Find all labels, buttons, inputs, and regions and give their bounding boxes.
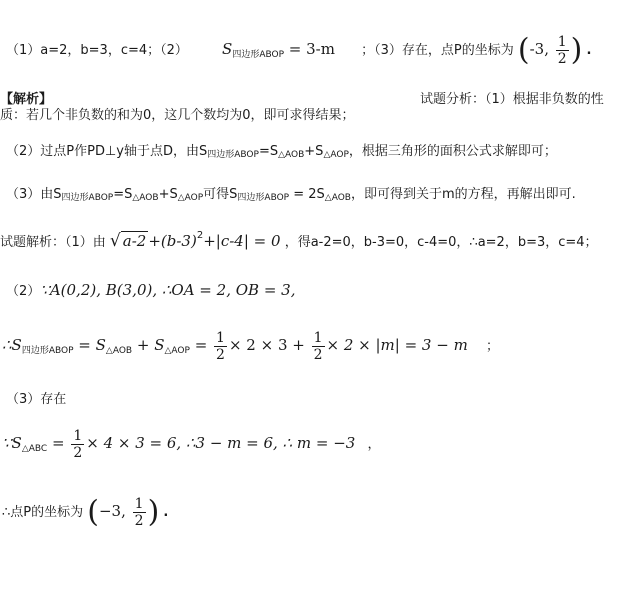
analysis-line-4: （3）由S四边形ABOP=S△AOB+S△AOP可得S四边形ABOP = 2S△AOB，即可得到关于m的方程，再解出即可. bbox=[6, 187, 576, 203]
sqrt-term: a-2 bbox=[122, 232, 147, 250]
solution-line-5: $\because S_{\triangle ABC}$ = $\frac{1}{2}$ × 4 × 3 = 6, ∴3 − m = 6, ∴ m = −3 ， bbox=[2, 428, 381, 461]
analysis-line-2: 质：若几个非负数的和为0，这几个数均为0，即可求得结果； bbox=[0, 108, 355, 123]
answer-part3: ；（3）存在，点P的坐标为 bbox=[361, 43, 514, 58]
point-y-fraction: $\frac{1}{2}$ bbox=[557, 34, 567, 67]
answer-part1: （1）a=2，b=3，c=4；（2） bbox=[6, 43, 188, 58]
analysis-heading: 【解析】 bbox=[0, 92, 53, 107]
solution-line-4: （3）存在 bbox=[6, 392, 67, 407]
answer-line: （1）a=2，b=3，c=4；（2） $S_{四边形ABOP} = 3-m$ ；（3）存在，点P的坐标为 (-3, $\frac{1}{2}$ ) . bbox=[6, 32, 592, 68]
solution-line-1: 试题解析：（1）由 √ $a-2 +(b-3)^2+|c-4| = 0$ ，得a-2=0，b-3=0，c-4=0，∴a=2，b=3，c=4； bbox=[0, 230, 598, 251]
solution-line-2: （2）∵A(0,2), B(3,0), ∴OA = 2, OB = 3, bbox=[6, 281, 296, 299]
answer-end: . bbox=[586, 43, 592, 58]
area-symbol: $S_{四边形ABOP}$ bbox=[222, 40, 285, 60]
solution-line-3: $\therefore S_{四边形ABOP} = S_{\triangle AOB} + S_{\triangle AOP}$ = $\frac{1}{2}$ × 2 × 3 + $\frac{1}{2}$ × 2 × |m| = 3 − m ； bbox=[2, 330, 499, 363]
analysis-line-3: （2）过点P作PD⊥y轴于点D，由S四边形ABOP=S△AOB+S△AOP，根据三角形的面积公式求解即可； bbox=[6, 144, 557, 160]
area-expression: = 3-m bbox=[284, 40, 335, 58]
solution-line-6: ∴点P的坐标为 (−3, $\frac{1}{2}$ ) . bbox=[2, 494, 169, 530]
analysis-right-text: 试题分析：（1）根据非负数的性 bbox=[420, 92, 604, 107]
point-x: -3, bbox=[529, 40, 554, 58]
